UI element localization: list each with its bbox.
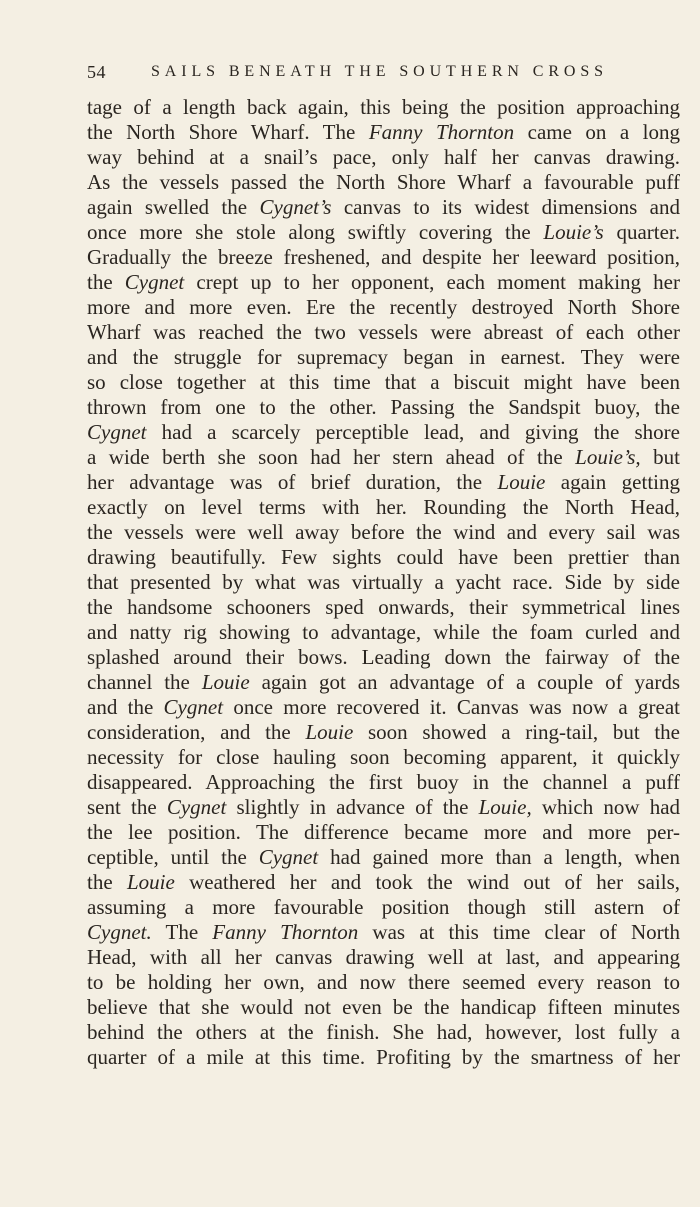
text-line (87, 95, 680, 120)
italic-text: Louie (201, 670, 250, 694)
text-line (87, 870, 680, 895)
page-number: 54 (87, 62, 106, 82)
text-line (87, 395, 680, 420)
text-segment: the vessels were well away before the wind and every sail was (87, 520, 680, 544)
text-segment: but (640, 445, 680, 469)
text-line (87, 420, 680, 445)
text-segment: more and more even. Ere the recently destroyed North Shore (87, 295, 680, 319)
italic-text: Cygnet (258, 845, 319, 869)
text-segment: the handsome schooners sped onwards, their symmetrical lines (87, 595, 680, 619)
text-line (87, 595, 680, 620)
text-line (87, 845, 680, 870)
italic-text: Louie, (478, 795, 532, 819)
text-segment: canvas to its widest dimensions and (331, 195, 680, 219)
text-segment: soon showed a ring-tail, but the (353, 720, 681, 744)
page-header (87, 58, 647, 86)
text-segment: way behind at a snail’s pace, only half her canvas drawing. (87, 145, 680, 169)
text-segment: As the vessels passed the North Shore Wharf a favourable puff (87, 170, 680, 194)
text-line (87, 945, 680, 970)
text-segment: once more recovered it. Canvas was now a great (223, 695, 680, 719)
text-line (87, 270, 680, 295)
text-line (87, 245, 680, 270)
text-segment: sent the (87, 795, 167, 819)
text-segment: came on a long (514, 120, 681, 144)
text-segment: tage of a length back again, this being the position approaching (87, 95, 680, 119)
text-segment: the (87, 870, 127, 894)
text-segment: behind the others at the finish. She had, however, lost fully a (87, 1020, 680, 1044)
text-segment: The (151, 920, 213, 944)
text-segment: splashed around their bows. Leading down the fairway of the (87, 645, 680, 669)
text-line (87, 695, 680, 720)
text-segment: again getting (545, 470, 680, 494)
text-segment: weathered her and took the wind out of her sails, (174, 870, 680, 894)
text-segment: a wide berth she soon had her stern ahead of the (87, 445, 576, 469)
italic-text: Louie’s (543, 220, 604, 244)
text-line (87, 745, 680, 770)
text-segment: exactly on level terms with her. Rounding the North Head, (87, 495, 680, 519)
text-line (87, 345, 680, 370)
text-segment: quarter of a mile at this time. Profiting by the smartness of her (87, 1045, 680, 1069)
text-segment: and the struggle for supremacy began in earnest. They were (87, 345, 680, 369)
text-segment: which now had (531, 795, 681, 819)
text-segment: that presented by what was virtually a yacht race. Side by side (87, 570, 680, 594)
text-line (87, 570, 680, 595)
text-segment: again swelled the (87, 195, 260, 219)
text-segment: consideration, and the (87, 720, 306, 744)
text-line (87, 1045, 680, 1070)
text-segment: the North Shore Wharf. The (87, 120, 369, 144)
text-segment: slightly in advance of the (226, 795, 479, 819)
italic-text: Cygnet. (87, 920, 152, 944)
text-segment: thrown from one to the other. Passing the Sandspit buoy, the (87, 395, 680, 419)
text-line (87, 370, 680, 395)
text-line (87, 795, 680, 820)
italic-text: Fanny Thornton (368, 120, 515, 144)
text-line (87, 470, 680, 495)
text-segment: believe that she would not even be the handicap fifteen minutes (87, 995, 680, 1019)
text-line (87, 545, 680, 570)
text-segment: and the (87, 695, 164, 719)
text-segment: the (87, 270, 125, 294)
italic-text: Cygnet (124, 270, 185, 294)
italic-text: Cygnet’s (259, 195, 332, 219)
text-line (87, 170, 680, 195)
text-segment: assuming a more favourable position though still astern of (87, 895, 680, 919)
text-line (87, 445, 680, 470)
text-segment: again got an advantage of a couple of yards (249, 670, 680, 694)
text-segment: so close together at this time that a biscuit might have been (87, 370, 680, 394)
text-line (87, 195, 680, 220)
text-segment: Head, with all her canvas drawing well at last, and appearing (87, 945, 680, 969)
text-line (87, 895, 680, 920)
text-segment: once more she stole along swiftly covering the (87, 220, 544, 244)
text-segment: quarter. (603, 220, 681, 244)
text-segment: to be holding her own, and now there seemed every reason to (87, 970, 680, 994)
italic-text: Louie (126, 870, 175, 894)
italic-text: Fanny Thornton (212, 920, 359, 944)
text-line (87, 220, 680, 245)
text-segment: crept up to her opponent, each moment making her (184, 270, 680, 294)
text-line (87, 770, 680, 795)
text-segment: her advantage was of brief duration, the (87, 470, 498, 494)
text-line (87, 670, 680, 695)
text-line (87, 120, 680, 145)
text-segment: channel the (87, 670, 202, 694)
text-line (87, 495, 680, 520)
text-segment: ceptible, until the (87, 845, 259, 869)
text-line (87, 645, 680, 670)
text-segment: was at this time clear of North (358, 920, 680, 944)
text-line (87, 1020, 680, 1045)
italic-text: Cygnet (166, 795, 227, 819)
text-segment: and natty rig showing to advantage, while the foam curled and (87, 620, 680, 644)
italic-text: Louie (305, 720, 354, 744)
text-segment: had a scarcely perceptible lead, and giving the shore (146, 420, 680, 444)
text-line (87, 970, 680, 995)
text-segment: drawing beautifully. Few sights could have been prettier than (87, 545, 680, 569)
italic-text: Louie’s, (575, 445, 641, 469)
text-line (87, 520, 680, 545)
text-segment: disappeared. Approaching the first buoy in the channel a puff (87, 770, 680, 794)
text-line (87, 295, 680, 320)
text-segment: the lee position. The difference became more and more per- (87, 820, 680, 844)
text-line (87, 720, 680, 745)
text-segment: had gained more than a length, when (318, 845, 681, 869)
italic-text: Cygnet (163, 695, 224, 719)
text-line (87, 145, 680, 170)
text-line (87, 995, 680, 1020)
text-line (87, 820, 680, 845)
text-line (87, 920, 680, 945)
italic-text: Louie (497, 470, 546, 494)
text-line (87, 320, 680, 345)
running-head: SAILS BENEATH THE SOUTHERN CROSS (151, 63, 608, 80)
text-segment: Gradually the breeze freshened, and despite her leeward position, (87, 245, 680, 269)
text-segment: Wharf was reached the two vessels were abreast of each other (87, 320, 680, 344)
body-text (87, 95, 680, 1070)
text-segment: necessity for close hauling soon becoming apparent, it quickly (87, 745, 680, 769)
italic-text: Cygnet (87, 420, 147, 444)
text-line (87, 620, 680, 645)
